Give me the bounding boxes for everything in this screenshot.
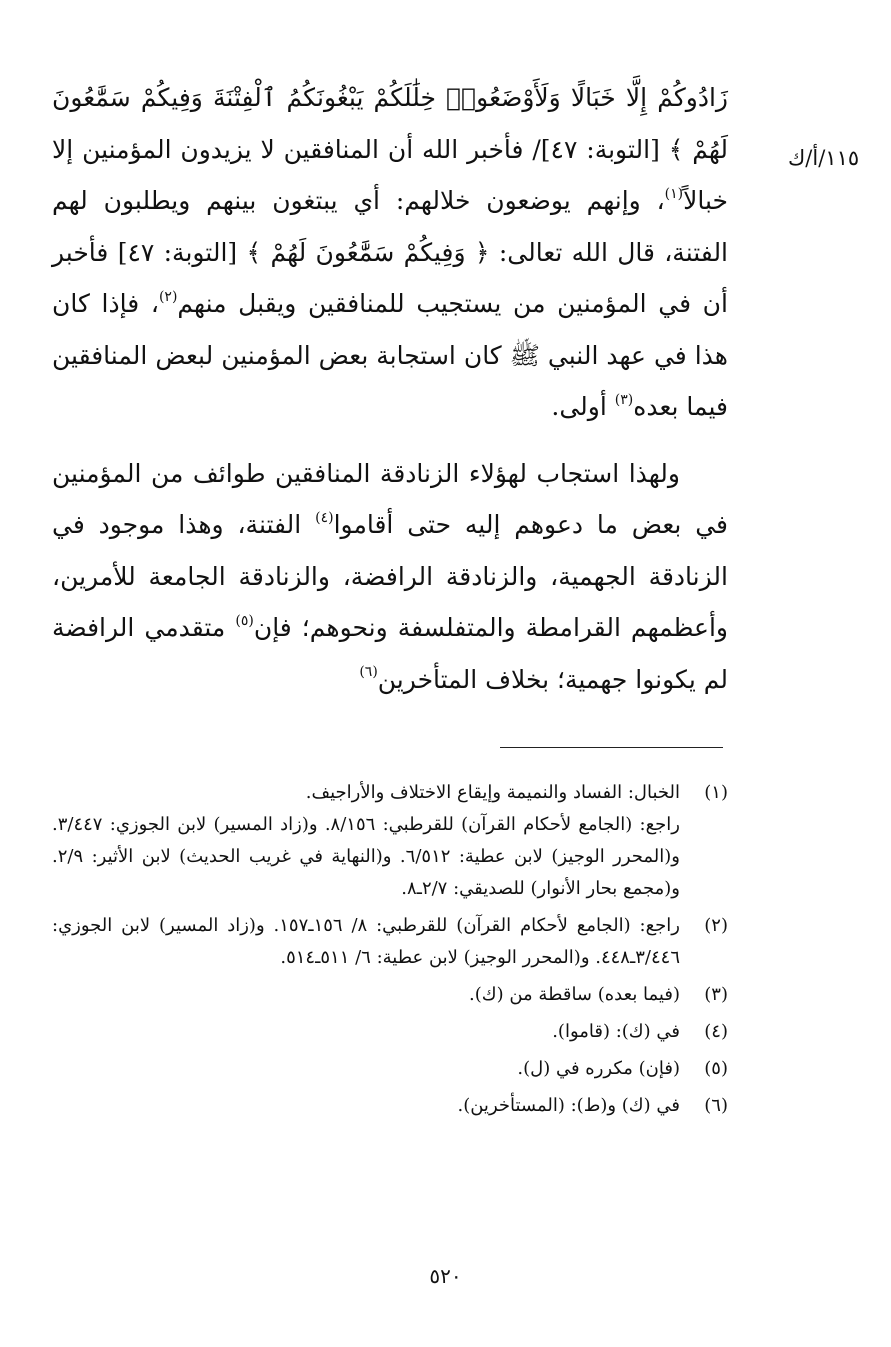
verse-reference-1: [التوبة: ٤٧]/	[532, 134, 660, 164]
paragraph-1	[52, 72, 728, 433]
verse-reference-2: [التوبة: ٤٧]	[117, 237, 238, 267]
text-segment: ، وإنهم يوضعون خلالهم: أي يبتغون بينهم ويطلبون لهم الفتنة، قال الله تعالى:	[52, 186, 729, 267]
footnote-marker-3: (٣)	[614, 391, 634, 408]
footnote-line: راجع: (الجامع لأحكام القرآن) للقرطبي: ٨/ ١٥٦ـ١٥٧. و(زاد المسير) لابن الجوزي: ٣/٤٤٦ـ٤٤٨. و(المحرر الوجيز) لابن عطية: ٦/ ٥١١ـ٥١٤.	[52, 915, 680, 968]
footnote-line: (فيما بعده) ساقطة من (ك).	[469, 984, 680, 1005]
footnotes-section	[52, 777, 728, 1127]
footnote-line: (فإن) مكرره في (ل).	[517, 1058, 680, 1079]
footnote-text	[52, 910, 680, 974]
footnote	[52, 1016, 728, 1048]
footnote-text	[52, 1090, 680, 1122]
page-number: ٥٢٠	[429, 1264, 462, 1288]
footnote-line: راجع: (الجامع لأحكام القرآن) للقرطبي: ٨/١٥٦. و(زاد المسير) لابن الجوزي: ٣/٤٤٧. و(المحرر الوجيز) لابن عطية: ٦/٥١٢. و(النهاية في غريب الحديث) لابن الأثير: ٢/٩. و(مجمع بحار الأنوار) للصديقي: ٢/٧ـ٨.	[52, 814, 680, 899]
text-segment: ولهذا استجاب لهؤلاء الزنادقة المنافقين طوائف من المؤمنين في بعض ما دعوهم إليه حتى أقاموا	[52, 458, 729, 539]
footnote	[52, 1090, 728, 1122]
main-text	[52, 72, 728, 705]
footnote-number: (٢)	[704, 915, 728, 936]
text-segment: متقدمي الرافضة لم يكونوا جهمية؛ بخلاف المتأخرين	[52, 613, 728, 694]
footnote-marker-2: (٢)	[158, 288, 178, 305]
footnote-marker-5: (٥)	[235, 612, 254, 629]
footnote-line: في (ك): (قاموا).	[552, 1021, 680, 1042]
text-segment: ، فإذا كان هذا في عهد النبي ﷺ كان استجابة بعض المؤمنين لبعض المنافقين فيما بعده	[52, 289, 728, 421]
footnote-line: الخبال: الفساد والنميمة وإيقاع الاختلاف والأراجيف.	[305, 782, 680, 803]
footnote-text	[52, 1016, 680, 1048]
footnote	[52, 1053, 728, 1085]
quran-verse-1: زَادُوكُمْ إِلَّا خَبَالًا وَلَأَوْضَعُوا۟ خِلَٰلَكُمْ يَبْغُونَكُمُ ٱلْفِتْنَةَ وَفِيكُمْ سَمَّٰعُونَ لَهُمْ ﴾	[52, 83, 729, 164]
footnote-separator	[500, 747, 723, 748]
paragraph-2	[52, 448, 728, 706]
margin-folio-note: ١١٥/أ/ك	[788, 146, 860, 170]
footnote-marker-1: (١)	[664, 185, 684, 202]
footnote-marker-4: (٤)	[315, 509, 334, 526]
footnote	[52, 777, 728, 905]
footnote-text	[52, 1053, 680, 1085]
text-segment: الفتنة، وهذا موجود في الزنادقة الجهمية، والزنادقة الرافضة، والزنادقة الجامعة للأمرين، وأعظمهم القرامطة والمتفلسفة ونحوهم؛ فإن	[52, 510, 728, 642]
footnote-number: (١)	[704, 782, 728, 803]
text-segment: أولى.	[551, 392, 607, 421]
footnote-text	[52, 777, 680, 905]
footnote	[52, 910, 728, 974]
text-segment: فأخبر الله أن المنافقين لا يزيدون المؤمنين إلا خبالاً	[52, 134, 728, 215]
footnote-number: (٣)	[704, 984, 728, 1005]
footnote-marker-6: (٦)	[359, 664, 378, 681]
quran-verse-2: ﴿ وَفِيكُمْ سَمَّٰعُونَ لَهُمْ ﴾	[246, 237, 490, 267]
footnote	[52, 979, 728, 1011]
footnote-line: في (ك) و(ط): (المستأخرين).	[457, 1095, 680, 1116]
footnote-text	[52, 979, 680, 1011]
footnote-number: (٤)	[704, 1021, 728, 1042]
footnote-number: (٦)	[704, 1095, 728, 1116]
footnote-number: (٥)	[704, 1058, 728, 1079]
text-segment: فأخبر أن في المؤمنين من يستجيب للمنافقين ويقبل منهم	[52, 237, 728, 318]
